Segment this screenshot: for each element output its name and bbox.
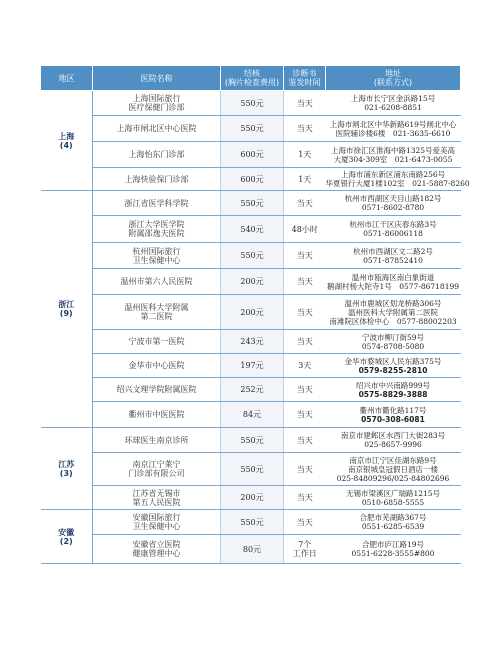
hospital-name-cell (93, 402, 221, 428)
table-row (41, 116, 461, 142)
address-cell (326, 428, 461, 453)
header-address: 地址 (联系方式) (326, 66, 461, 91)
cell-line: 浙江大学医学院 (128, 220, 185, 229)
address-cell (326, 378, 461, 402)
cell-line: 温州医科大学附属 (124, 303, 189, 312)
price-cell: 252元 (221, 378, 284, 402)
table-row (41, 243, 461, 269)
cell-line: 第二医院 (140, 312, 173, 321)
region-name: 浙江 (58, 300, 75, 309)
cell-line: 当天 (296, 435, 313, 445)
hospital-name-cell (93, 116, 221, 142)
table-row (41, 330, 461, 354)
price-cell: 550元 (221, 91, 284, 116)
hospital-name-cell (93, 216, 221, 243)
address-cell (326, 402, 461, 428)
cell-line: 上海国际旅行 (132, 94, 181, 103)
cell-line: 当天 (296, 337, 313, 346)
address-cell (326, 486, 461, 510)
region-name: 上海 (58, 131, 75, 141)
cell-line: 7个 (298, 540, 312, 549)
price-cell: 540元 (221, 216, 284, 243)
price-cell: 550元 (221, 116, 284, 142)
issue-time-cell (284, 330, 326, 354)
hospital-name-cell (93, 91, 221, 116)
cell-line: 当天 (296, 493, 313, 502)
region-name: 江苏 (58, 459, 75, 469)
hospital-name-cell (93, 330, 221, 354)
cell-line: 江苏省无锡市 (132, 488, 181, 498)
cell-line: 南京市建邺区水西门大街283号 (340, 431, 446, 440)
cell-line: 0574-8708-5080 (361, 341, 425, 351)
clinic-price-table-sheet (40, 65, 470, 564)
cell-line: 上海市浦东新区浦东南路256号 (340, 170, 446, 179)
issue-time-cell (284, 402, 326, 428)
cell-line: 021-6208-8851 (364, 103, 422, 112)
address-cell (325, 168, 470, 191)
price-cell: 600元 (221, 142, 284, 168)
cell-line: 大厦304-309室 021-6473-0055 (333, 154, 453, 164)
price-cell: 84元 (221, 402, 284, 428)
hospital-name-cell (93, 535, 221, 564)
address-cell (326, 116, 461, 142)
region-cell (41, 191, 93, 428)
table-row (41, 269, 461, 295)
clinic-price-table (40, 65, 470, 564)
cell-line: 卫生保健中心 (132, 522, 181, 531)
cell-line: 当天 (296, 307, 313, 317)
cell-line: 上海市长宁区金浜路15号 (350, 94, 436, 103)
cell-line: 金华市中心医院 (128, 361, 185, 370)
issue-time-cell (284, 428, 326, 453)
cell-line: 温州市鹿城区划龙桥路306号 (344, 298, 442, 308)
table-row (41, 216, 461, 243)
cell-line: 金华市婺城区人民东路375号 (344, 356, 442, 366)
issue-time-cell (284, 168, 326, 191)
hospital-name-cell (93, 243, 221, 269)
cell-line: 第五人民医院 (132, 497, 181, 507)
cell-line: 0571-8602-8780 (361, 203, 425, 212)
cell-line: 工作日 (292, 549, 317, 558)
address-cell (326, 243, 461, 269)
header-region: 地区 (41, 66, 93, 91)
cell-line: 当天 (296, 251, 313, 260)
cell-line: 绍兴市中兴南路999号 (355, 380, 431, 390)
cell-line: 南京市江宁区佳湖东路9号 (349, 455, 437, 465)
issue-time-cell (284, 116, 326, 142)
region-cell (41, 510, 93, 564)
hospital-name-cell (93, 428, 221, 453)
cell-line: 宁波市第一医院 (128, 337, 185, 346)
cell-line: 当天 (296, 277, 313, 286)
table-header-row (41, 66, 461, 91)
header-hospital: 医院名称 (93, 66, 221, 91)
price-cell: 550元 (221, 428, 284, 453)
cell-line: 48小时 (291, 224, 318, 234)
cell-line: 杭州市西湖区文二路2号 (353, 246, 433, 256)
issue-time-cell (284, 453, 326, 486)
cell-line: 上海快验保门诊部 (124, 174, 189, 184)
cell-line: 温州医科大学附属第二医院 (348, 307, 438, 317)
cell-line: 当天 (296, 464, 313, 474)
cell-line: 当天 (296, 517, 313, 527)
hospital-name-cell (93, 191, 221, 216)
cell-line: 杭州国际旅行 (132, 246, 181, 256)
table-row (41, 295, 461, 330)
cell-line: 0551-6228-3555#800 (351, 549, 435, 558)
cell-line: 当天 (296, 198, 313, 208)
hospital-name-cell (93, 295, 221, 330)
issue-time-cell (284, 486, 326, 510)
hospital-name-cell (93, 486, 221, 510)
cell-line: 025-84809296/025-84802696 (336, 473, 450, 483)
cell-line: 上海市闸北区中华新路619号闸北中心 (329, 119, 457, 129)
cell-line: 杭州市江干区庆春东路3号 (349, 220, 437, 229)
issue-time-cell (284, 295, 326, 330)
region-count: (4) (59, 140, 73, 150)
cell-line: 0575-8829-3888 (358, 389, 428, 399)
region-count: (3) (59, 468, 73, 478)
region-cell (41, 91, 93, 191)
address-cell (326, 191, 461, 216)
cell-line: 健康管理中心 (132, 549, 181, 558)
cell-line: 衢州市中医医院 (128, 410, 185, 419)
issue-time-cell (284, 91, 326, 116)
table-row (41, 428, 461, 453)
price-cell: 197元 (221, 354, 284, 378)
issue-time-cell (284, 142, 326, 168)
issue-time-cell (284, 510, 326, 535)
cell-line: 杭州市西湖区天目山路182号 (344, 194, 442, 203)
cell-line: 南滩院区体检中心 0577-88002203 (329, 316, 457, 326)
table-row (41, 402, 461, 428)
table-row (41, 453, 461, 486)
cell-line: 无锡市梁溪区广瑞路1215号 (345, 488, 441, 498)
cell-line: 025-8657-9996 (364, 440, 422, 449)
price-cell: 550元 (221, 510, 284, 535)
cell-line: 当天 (296, 124, 313, 133)
cell-line: 0551-6285-6539 (361, 522, 425, 531)
cell-line: 上海怡东门诊部 (128, 150, 185, 159)
issue-time-cell (284, 378, 326, 402)
cell-line: 门诊部有限公司 (128, 469, 185, 478)
issue-time-cell (284, 191, 326, 216)
address-cell (326, 142, 461, 168)
cell-line: 1天 (298, 150, 312, 159)
price-cell: 243元 (221, 330, 284, 354)
cell-line: 0570-308-6081 (361, 414, 425, 424)
price-cell: 200元 (221, 486, 284, 510)
address-cell (326, 216, 461, 243)
table-row (41, 354, 461, 378)
price-cell: 200元 (221, 295, 284, 330)
table-row (41, 191, 461, 216)
address-cell (326, 295, 461, 330)
address-cell (326, 269, 461, 295)
cell-line: 合肥市芜湖路367号 (359, 513, 427, 522)
price-cell: 600元 (221, 168, 284, 191)
cell-line: 0510-6858-5555 (361, 497, 425, 507)
cell-line: 0571-86006118 (363, 229, 423, 238)
address-cell (326, 330, 461, 354)
cell-line: 绍兴文理学院附属医院 (116, 385, 197, 394)
region-count: (2) (59, 536, 73, 546)
cell-line: 医疗保健门诊部 (128, 103, 185, 112)
cell-line: 衢州市衢化路117号 (359, 405, 427, 415)
table-row (41, 142, 461, 168)
region-name: 安徽 (58, 527, 75, 537)
region-count: (9) (59, 309, 73, 318)
table-body (41, 91, 470, 564)
price-cell: 550元 (221, 453, 284, 486)
table-row (41, 486, 461, 510)
hospital-name-cell (93, 453, 221, 486)
cell-line: 卫生保健中心 (132, 255, 181, 265)
cell-line: 南京江宁莱宁 (132, 460, 181, 469)
price-cell: 80元 (221, 535, 284, 564)
price-cell: 550元 (221, 191, 284, 216)
hospital-name-cell (93, 269, 221, 295)
address-cell (326, 535, 461, 564)
table-row (41, 91, 461, 116)
cell-line: 安徽省立医院 (132, 540, 181, 549)
price-cell: 550元 (221, 243, 284, 269)
cell-line: 当天 (296, 410, 313, 419)
hospital-name-cell (93, 378, 221, 402)
cell-line: 环球医生南京诊所 (124, 435, 189, 445)
cell-line: 0571-87852410 (363, 255, 423, 265)
cell-line: 1天 (298, 174, 312, 184)
header-price: 结核 (胸片检查费用) (221, 66, 284, 91)
region-cell (41, 428, 93, 510)
cell-line: 3天 (298, 361, 312, 370)
address-cell (326, 510, 461, 535)
issue-time-cell (284, 269, 326, 295)
issue-time-cell (284, 243, 326, 269)
header-issue-time: 诊断书 鉴发时间 (284, 66, 326, 91)
cell-line: 上海市闸北区中心医院 (116, 124, 197, 133)
address-cell (326, 453, 461, 486)
cell-line: 鹅湖村杨大陀寺1号 0577-86718199 (326, 281, 460, 291)
cell-line: 安徽国际旅行 (132, 513, 181, 522)
table-row (41, 168, 461, 191)
price-cell: 200元 (221, 269, 284, 295)
cell-line: 合肥市庐江路19号 (361, 540, 425, 549)
hospital-name-cell (93, 510, 221, 535)
cell-line: 医院辅诊楼6楼 021-3635-6610 (335, 128, 451, 138)
cell-line: 0579-8255-2810 (358, 365, 428, 375)
cell-line: 华夏银行大厦1楼102室 021-5887-8260 (325, 179, 470, 188)
hospital-name-cell (93, 168, 221, 191)
cell-line: 上海市徐汇区淮海中路1325号爱美高 (330, 145, 456, 155)
cell-line: 当天 (296, 98, 313, 108)
cell-line: 当天 (296, 385, 313, 394)
hospital-name-cell (93, 354, 221, 378)
cell-line: 温州市瓯海区南白象街道 (351, 272, 435, 282)
cell-line: 附属邵逸夫医院 (128, 229, 185, 238)
table-row (41, 510, 461, 535)
address-cell (326, 354, 461, 378)
issue-time-cell (284, 535, 326, 564)
hospital-name-cell (93, 142, 221, 168)
cell-line: 温州市第六人民医院 (120, 277, 193, 286)
table-row (41, 378, 461, 402)
issue-time-cell (284, 216, 326, 243)
cell-line: 南京银城皇冠假日酒店一楼 (348, 464, 438, 474)
issue-time-cell (284, 354, 326, 378)
cell-line: 宁波市柳汀街59号 (361, 332, 425, 342)
address-cell (326, 91, 461, 116)
table-row (41, 535, 461, 564)
cell-line: 浙江省医学科学院 (124, 198, 189, 208)
